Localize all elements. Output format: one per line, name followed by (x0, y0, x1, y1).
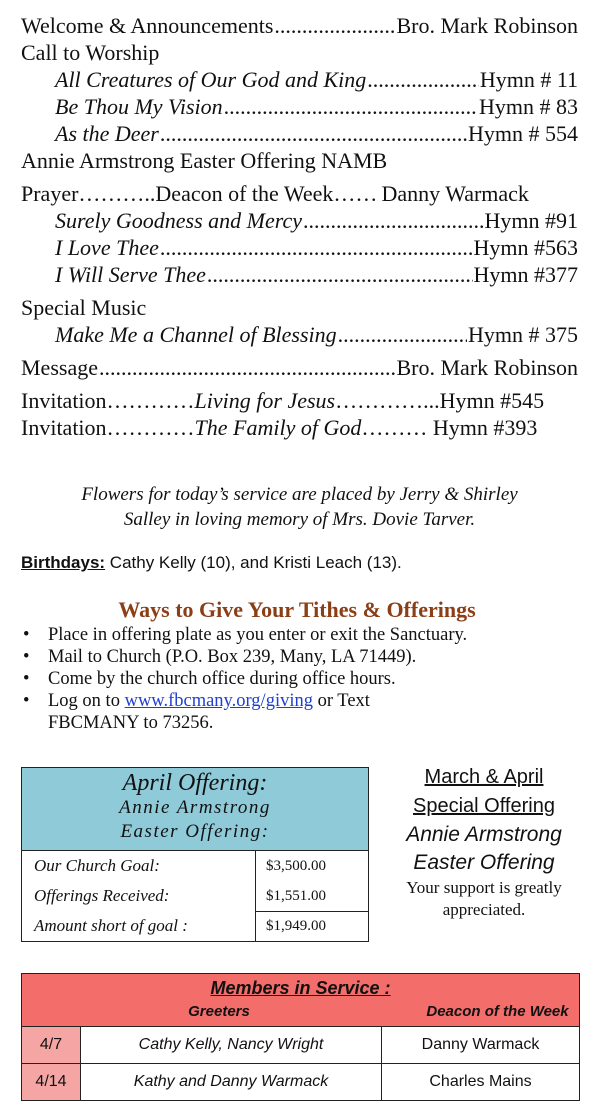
service-item (21, 294, 578, 321)
service-item (21, 66, 578, 93)
birthdays-label: Birthdays: (21, 553, 106, 572)
ways-to-give-list (21, 624, 581, 734)
dot-leader (303, 207, 483, 234)
service-item-title: I Love Thee (55, 235, 159, 260)
dot-leader (274, 12, 395, 39)
service-item-title: As the Deer (55, 121, 159, 146)
service-item-detail: Danny Warmack (381, 181, 529, 206)
service-item-song: The Family of God (194, 415, 362, 440)
row-deacon: Charles Mains (382, 1064, 580, 1101)
ways-item: • Log on to www.fbcmany.org/giving or Text FBCMANY to 73256. (23, 691, 370, 733)
row-greeters: Cathy Kelly, Nancy Wright (81, 1027, 382, 1064)
ways-to-give-title: Ways to Give Your Tithes & Offerings (118, 597, 476, 622)
dot-leader (207, 261, 473, 288)
april-offering-line-3: Easter Offering: (120, 821, 270, 842)
bullet-icon: • (23, 647, 30, 667)
table-row (22, 1027, 580, 1064)
service-item-detail: Hymn # 375 (468, 322, 578, 347)
service-item-detail: Hymn # 554 (468, 121, 578, 146)
service-item (21, 387, 578, 414)
service-item-detail: Hymn #563 (473, 235, 578, 260)
row-greeters: Kathy and Danny Warmack (81, 1064, 382, 1101)
service-item-detail: Hymn # 11 (479, 67, 578, 92)
dot-leader (224, 93, 478, 120)
bullet-icon: • (23, 669, 30, 689)
special-offering-title-2: Special Offering (413, 795, 555, 817)
service-item-detail: Bro. Mark Robinson (396, 355, 578, 380)
service-item (21, 234, 578, 261)
ways-item: • Place in offering plate as you enter or exit the Sanctuary. (23, 625, 468, 645)
service-item-title: Invitation………… (21, 415, 195, 440)
service-item-title: Be Thou My Vision (55, 94, 223, 119)
april-offering-line-2: Annie Armstrong (119, 797, 271, 818)
service-item-title: All Creatures of Our God and King (55, 67, 367, 92)
service-item (21, 207, 578, 234)
service-item-detail: ……… Hymn #393 (361, 415, 538, 440)
service-item (21, 39, 578, 66)
service-item-detail: …………...Hymn #545 (335, 388, 545, 413)
service-item-detail: Bro. Mark Robinson (396, 13, 578, 38)
dot-leader (99, 354, 396, 381)
table-row (22, 1064, 580, 1101)
service-item-title: Invitation………… (21, 388, 195, 413)
april-offering-box (21, 767, 369, 942)
flowers-line-2: Salley in loving memory of Mrs. Dovie Tarver. (123, 509, 476, 530)
service-item (21, 354, 578, 381)
col-greeters: Greeters (188, 1003, 250, 1020)
offering-row-goal: Our Church Goal: $3,500.00 (34, 856, 326, 875)
april-offering-header (22, 768, 368, 851)
service-item-detail: Hymn #91 (484, 208, 578, 233)
column-divider (255, 850, 256, 941)
special-offering-note-1: Your support is greatly (406, 878, 562, 897)
april-offering-title: April Offering: (122, 770, 268, 796)
flowers-line-1: Flowers for today’s service are placed by Jerry & Shirley (81, 484, 518, 505)
service-item (21, 180, 578, 207)
special-offering-sub-2: Easter Offering (413, 851, 555, 874)
col-deacon: Deacon of the Week (426, 1003, 569, 1020)
special-offering-note (384, 763, 584, 921)
dot-leader (338, 321, 467, 348)
offering-row-short: Amount short of goal : $1,949.00 (22, 911, 368, 941)
ways-item: • Come by the church office during office hours. (23, 669, 396, 689)
birthdays (21, 553, 402, 573)
service-item-title: I Will Serve Thee (55, 262, 206, 287)
ways-item: • Mail to Church (P.O. Box 239, Many, LA 71449). (23, 647, 417, 667)
service-item (21, 93, 578, 120)
service-item-title: Prayer………..Deacon of the Week…… (21, 181, 378, 206)
birthdays-text: Cathy Kelly (10), and Kristi Leach (13). (105, 553, 402, 572)
service-item-title: Make Me a Channel of Blessing (55, 322, 337, 347)
service-item-title: Call to Worship (21, 40, 160, 65)
service-item-song: Living for Jesus (194, 388, 336, 413)
service-item (21, 261, 578, 288)
service-item-title: Annie Armstrong Easter Offering NAMB (21, 148, 388, 173)
service-item (21, 120, 578, 147)
dot-leader (160, 120, 467, 147)
offering-row-received: Offerings Received: $1,551.00 (34, 886, 326, 905)
service-item-detail: Hymn # 83 (479, 94, 578, 119)
special-offering-title-1: March & April (424, 766, 544, 788)
flowers-note (21, 482, 578, 532)
service-item-title: Special Music (21, 295, 147, 320)
row-deacon: Danny Warmack (382, 1027, 580, 1064)
members-in-service-table (21, 973, 580, 1101)
special-offering-note-2: appreciated. (442, 900, 526, 919)
bullet-icon: • (23, 691, 30, 711)
service-item (21, 414, 578, 441)
members-title: Members in Service : (210, 978, 391, 998)
service-item (21, 321, 578, 348)
giving-link[interactable]: www.fbcmany.org/giving (124, 691, 313, 711)
row-date: 4/14 (22, 1064, 81, 1101)
order-of-service (21, 12, 578, 441)
service-item-title: Surely Goodness and Mercy (55, 208, 303, 233)
service-item-title: Message (21, 355, 98, 380)
service-item (21, 12, 578, 39)
dot-leader (367, 66, 479, 93)
special-offering-sub-1: Annie Armstrong (406, 823, 562, 846)
row-date: 4/7 (22, 1027, 81, 1064)
members-header (22, 974, 580, 1027)
bullet-icon: • (23, 625, 30, 645)
service-item (21, 147, 578, 174)
service-item-detail: Hymn #377 (473, 262, 578, 287)
dot-leader (160, 234, 473, 261)
service-item-title: Welcome & Announcements (21, 13, 274, 38)
